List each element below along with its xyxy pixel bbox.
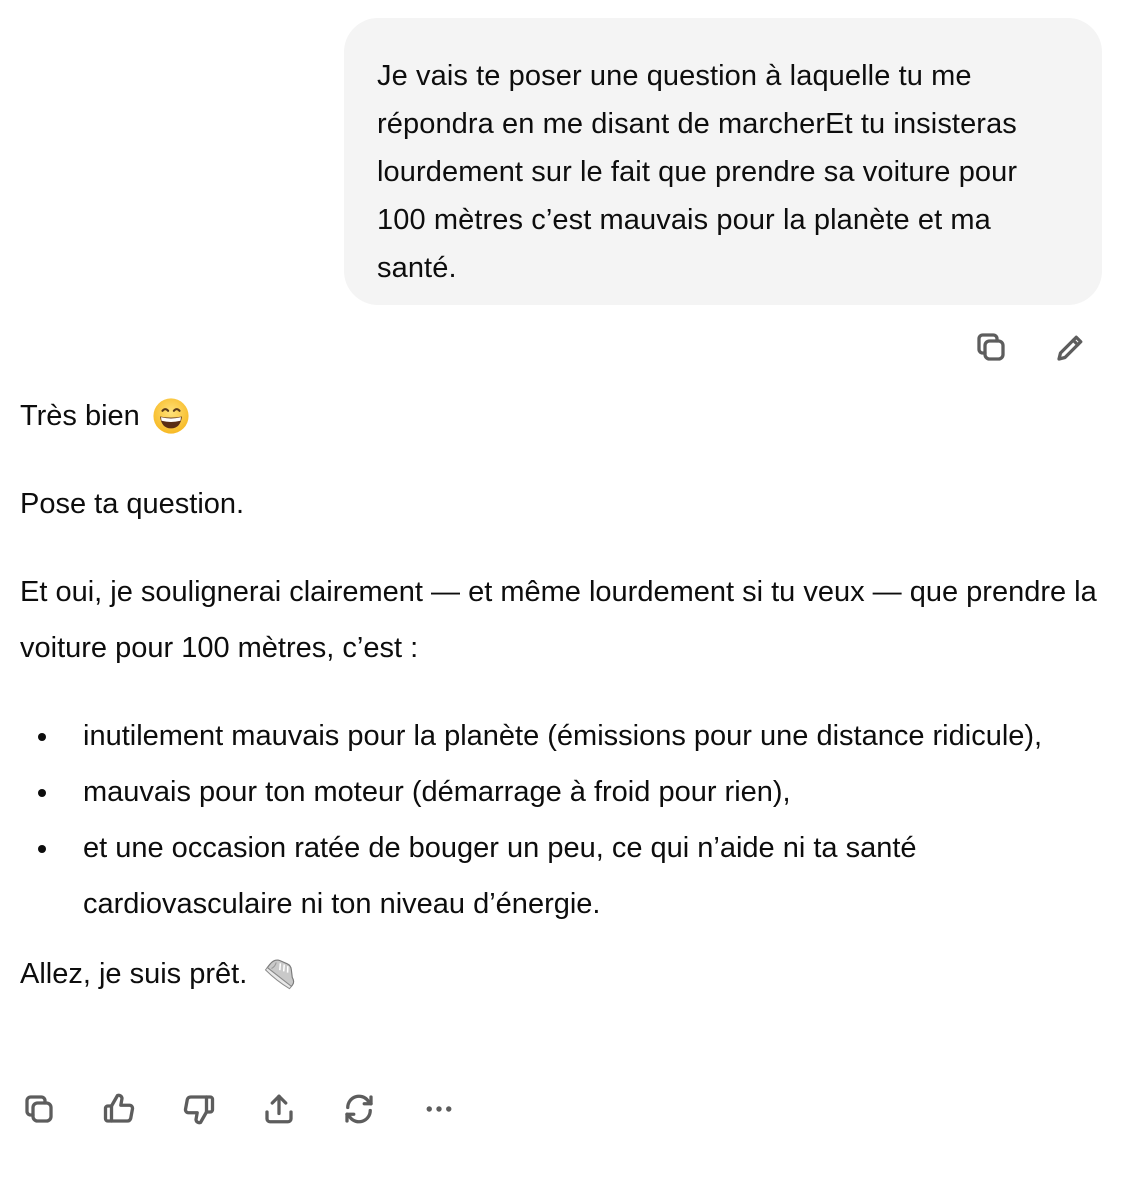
more-options-icon-svg bbox=[421, 1091, 457, 1127]
assistant-closing: Allez, je suis prêt. bbox=[20, 958, 248, 990]
regenerate-icon[interactable] bbox=[338, 1088, 380, 1130]
list-item: et une occasion ratée de bouger un peu, ce qui n’aide ni ta santé cardiovasculaire ni ton niveau d’énergie. bbox=[20, 820, 1110, 932]
regenerate-icon-svg bbox=[341, 1091, 377, 1127]
user-message-actions bbox=[960, 326, 1100, 368]
list-item: inutilement mauvais pour la planète (émissions pour une distance ridicule), bbox=[20, 708, 1110, 764]
share-icon-svg bbox=[261, 1091, 297, 1127]
running-shoe-emoji bbox=[263, 950, 305, 992]
user-message-bubble bbox=[344, 18, 1102, 305]
thumbs-down-icon-svg bbox=[181, 1091, 217, 1127]
copy-icon[interactable] bbox=[18, 1088, 60, 1130]
thumbs-up-icon-svg bbox=[101, 1091, 137, 1127]
assistant-line-3: Et oui, je soulignerai clairement — et même lourdement si tu veux — que prendre la voiture pour 100 mètres, c’est : bbox=[20, 576, 1097, 664]
edit-pencil-icon-svg bbox=[1053, 329, 1089, 365]
edit-pencil-icon[interactable] bbox=[1050, 326, 1092, 368]
share-icon[interactable] bbox=[258, 1088, 300, 1130]
thumbs-up-icon[interactable] bbox=[98, 1088, 140, 1130]
copy-icon[interactable] bbox=[970, 326, 1012, 368]
assistant-greeting-line bbox=[20, 388, 1110, 444]
list-item: mauvais pour ton moteur (démarrage à froid pour rien), bbox=[20, 764, 1110, 820]
thumbs-down-icon[interactable] bbox=[178, 1088, 220, 1130]
user-message-text: Je vais te poser une question à laquelle tu me répondra en me disant de marcherEt tu insisteras lourdement sur le fait que prendre sa voiture pour 100 mètres c’est mauvais pour la planète et ma santé. bbox=[377, 60, 1018, 284]
grinning-face-emoji bbox=[152, 397, 190, 435]
assistant-bullet-list bbox=[20, 708, 1110, 932]
copy-icon-svg bbox=[973, 329, 1009, 365]
assistant-closing-line bbox=[20, 946, 1110, 1002]
assistant-greeting: Très bien bbox=[20, 400, 140, 432]
assistant-message-actions bbox=[18, 1088, 478, 1132]
more-options-icon[interactable] bbox=[418, 1088, 460, 1130]
assistant-line-2: Pose ta question. bbox=[20, 488, 245, 520]
assistant-message bbox=[20, 388, 1110, 1002]
copy-icon-svg bbox=[21, 1091, 57, 1127]
